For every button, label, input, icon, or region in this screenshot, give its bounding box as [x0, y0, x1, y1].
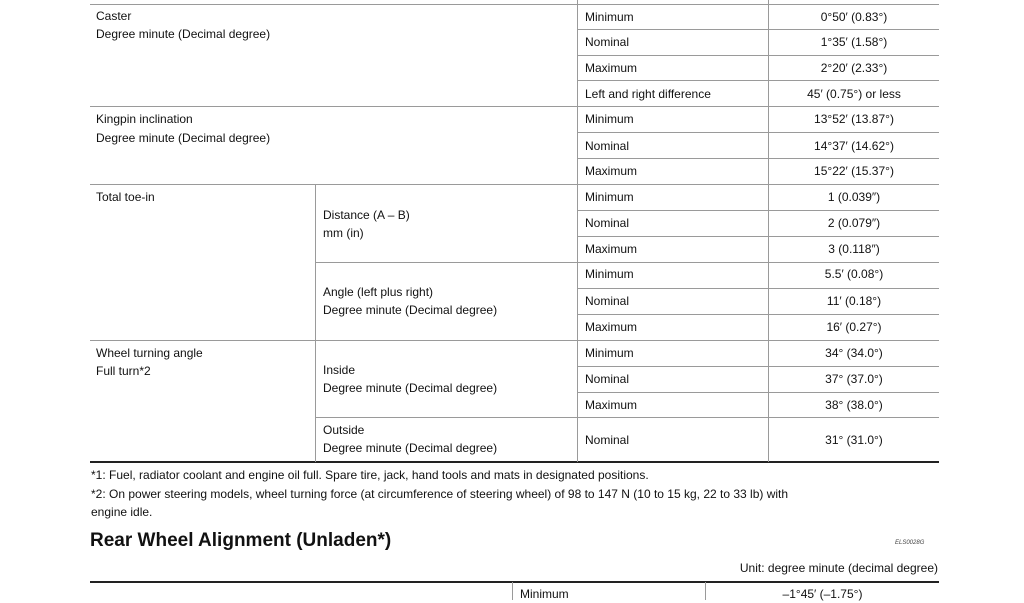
- outside-label: Outside: [323, 423, 365, 437]
- table-bottom-rule: [90, 461, 939, 463]
- caster-max-label: Maximum: [585, 61, 638, 75]
- kingpin-min-value: 13°52′ (13.87°): [814, 112, 894, 126]
- row-rule: [577, 55, 939, 56]
- kingpin-min-label: Minimum: [585, 112, 634, 126]
- caster-diff-label: Left and right difference: [585, 87, 711, 101]
- angle-max-value: 16′ (0.27°): [826, 320, 882, 334]
- distance-label: Distance (A – B): [323, 208, 410, 222]
- outside-nom-label: Nominal: [585, 433, 630, 447]
- caster-max-value: 2°20′ (2.33°): [820, 61, 888, 75]
- distance-unit: mm (in): [323, 226, 364, 240]
- turning-sub: Full turn*2: [96, 364, 151, 378]
- kingpin-unit: Degree minute (Decimal degree): [96, 131, 271, 145]
- row-rule: [577, 210, 939, 211]
- caster-nom-value: 1°35′ (1.58°): [820, 35, 888, 49]
- distance-min-label: Minimum: [585, 190, 634, 204]
- footnote-2-cont: engine idle.: [91, 505, 153, 519]
- row-rule: [90, 106, 939, 107]
- inside-nom-value: 37° (37.0°): [825, 372, 883, 386]
- outside-nom-value: 31° (31.0°): [825, 433, 883, 447]
- row-rule: [577, 80, 939, 81]
- col-rule: [315, 184, 316, 462]
- kingpin-nom-label: Nominal: [585, 139, 630, 153]
- angle-label: Angle (left plus right): [323, 285, 434, 299]
- angle-min-label: Minimum: [585, 267, 634, 281]
- caster-diff-value: 45′ (0.75°) or less: [807, 87, 901, 101]
- footnote-1: *1: Fuel, radiator coolant and engine oil full. Spare tire, jack, hand tools and mats in designated positions.: [91, 468, 649, 482]
- row-rule: [577, 29, 939, 30]
- inside-label: Inside: [323, 363, 356, 377]
- inside-unit: Degree minute (Decimal degree): [323, 381, 498, 395]
- inside-min-label: Minimum: [585, 346, 634, 360]
- distance-min-value: 1 (0.039″): [827, 190, 881, 204]
- angle-unit: Degree minute (Decimal degree): [323, 303, 498, 317]
- row-rule: [577, 366, 939, 367]
- kingpin-nom-value: 14°37′ (14.62°): [814, 139, 894, 153]
- row-rule: [315, 417, 939, 418]
- distance-max-label: Maximum: [585, 242, 638, 256]
- col-rule: [512, 582, 513, 600]
- col-rule: [577, 0, 578, 462]
- row-rule: [577, 158, 939, 159]
- inside-nom-label: Nominal: [585, 372, 630, 386]
- section-code: ELS0028G: [895, 540, 925, 546]
- caster-unit: Degree minute (Decimal degree): [96, 27, 271, 41]
- rear-table-top-rule: [90, 581, 939, 583]
- angle-max-label: Maximum: [585, 320, 638, 334]
- kingpin-label: Kingpin inclination: [96, 112, 193, 126]
- angle-min-value: 5.5′ (0.08°): [824, 267, 884, 281]
- distance-nom-label: Nominal: [585, 216, 630, 230]
- distance-nom-value: 2 (0.079″): [827, 216, 881, 230]
- inside-max-value: 38° (38.0°): [825, 398, 883, 412]
- row-rule: [90, 4, 939, 5]
- toe-in-label: Total toe-in: [96, 190, 155, 204]
- caster-min-label: Minimum: [585, 10, 634, 24]
- row-rule: [577, 392, 939, 393]
- inside-min-value: 34° (34.0°): [825, 346, 883, 360]
- footnote-2: *2: On power steering models, wheel turning force (at circumference of steering wheel) of 98 to 147 N (10 to 15 kg, 22 to 33 lb) with: [91, 487, 789, 501]
- row-rule: [90, 340, 939, 341]
- angle-nom-value: 11′ (0.18°): [826, 294, 882, 308]
- angle-nom-label: Nominal: [585, 294, 630, 308]
- row-rule: [315, 262, 939, 263]
- row-rule: [577, 132, 939, 133]
- outside-unit: Degree minute (Decimal degree): [323, 441, 498, 455]
- caster-label: Caster: [96, 9, 132, 23]
- row-rule: [577, 236, 939, 237]
- turning-label: Wheel turning angle: [96, 346, 203, 360]
- row-rule: [577, 314, 939, 315]
- row-rule: [90, 184, 939, 185]
- rear-section-title: Rear Wheel Alignment (Unladen*): [90, 530, 392, 551]
- rear-min-value: –1°45′ (–1.75°): [782, 587, 863, 601]
- caster-nom-label: Nominal: [585, 35, 630, 49]
- caster-min-value: 0°50′ (0.83°): [820, 10, 888, 24]
- inside-max-label: Maximum: [585, 398, 638, 412]
- rear-unit-note: Unit: degree minute (decimal degree): [739, 561, 938, 575]
- distance-max-value: 3 (0.118″): [828, 242, 880, 256]
- kingpin-max-value: 15°22′ (15.37°): [814, 164, 894, 178]
- kingpin-max-label: Maximum: [585, 164, 638, 178]
- row-rule: [577, 288, 939, 289]
- rear-min-label: Minimum: [520, 587, 569, 601]
